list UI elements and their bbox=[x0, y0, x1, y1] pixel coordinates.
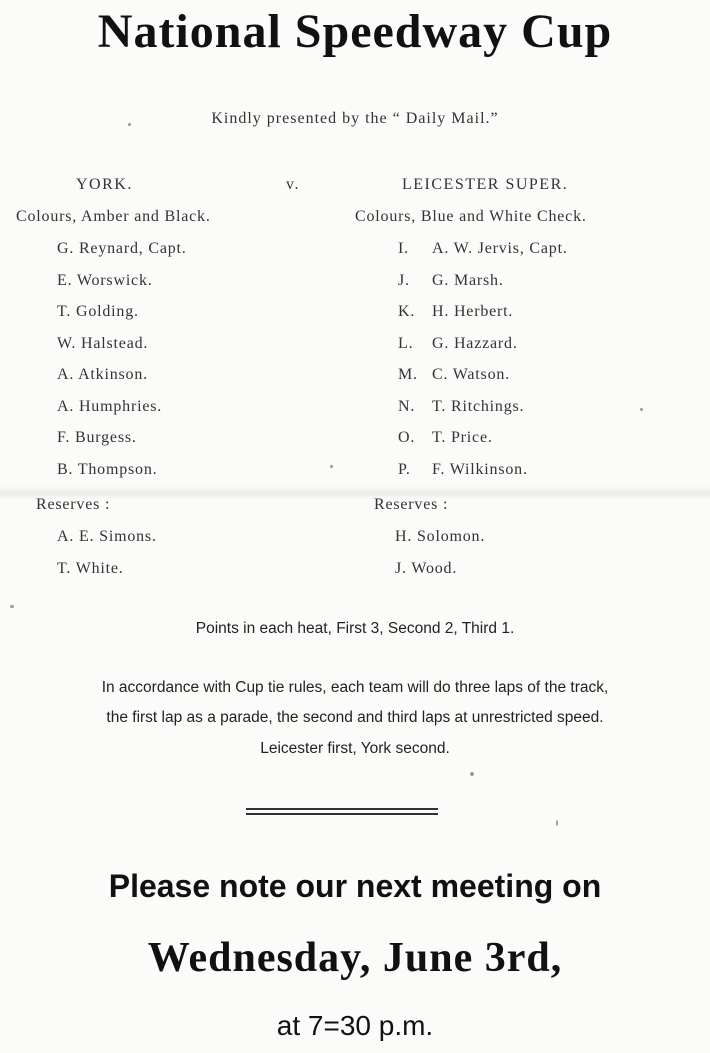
away-rider bbox=[398, 303, 568, 335]
page-title: National Speedway Cup bbox=[97, 5, 613, 58]
print-speck bbox=[470, 772, 474, 776]
versus-label: v. bbox=[286, 176, 300, 193]
home-rider: B. Thompson. bbox=[57, 460, 158, 478]
away-reserve: J. Wood. bbox=[395, 560, 458, 577]
next-meeting-time: at 7=30 p.m. bbox=[276, 1010, 434, 1041]
away-rider-list bbox=[398, 240, 568, 492]
away-rider bbox=[398, 240, 568, 272]
rider-name: H. Herbert. bbox=[432, 303, 514, 320]
away-rider bbox=[398, 461, 568, 493]
points-rule: Points in each heat, First 3, Second 2, Third 1. bbox=[195, 620, 515, 637]
rider-name: A. W. Jervis, Capt. bbox=[432, 240, 568, 257]
rider-name: T. Price. bbox=[432, 429, 493, 446]
print-speck bbox=[10, 605, 14, 608]
rider-name: T. Ritchings. bbox=[432, 397, 525, 415]
laps-rule-line-1: In accordance with Cup tie rules, each team will do three laps of the track, bbox=[101, 679, 609, 696]
home-rider: A. Atkinson. bbox=[57, 366, 148, 383]
rider-letter: M. bbox=[398, 366, 418, 383]
next-meeting-date: Wednesday, June 3rd, bbox=[147, 935, 563, 981]
divider-rule-top bbox=[246, 808, 438, 810]
rider-name: C. Watson. bbox=[432, 366, 510, 383]
away-reserves-label: Reserves : bbox=[374, 496, 449, 513]
divider-rule-bottom bbox=[246, 813, 438, 815]
home-team-colours: Colours, Amber and Black. bbox=[16, 208, 211, 225]
away-rider bbox=[398, 398, 568, 430]
rider-letter: P. bbox=[398, 460, 411, 478]
next-meeting-notice: Please note our next meeting on bbox=[108, 868, 602, 904]
rider-letter: J. bbox=[398, 271, 410, 289]
rider-letter: O. bbox=[398, 429, 416, 446]
home-rider: W. Halstead. bbox=[57, 334, 149, 352]
home-rider-list bbox=[57, 240, 187, 492]
away-team-colours: Colours, Blue and White Check. bbox=[355, 208, 587, 225]
away-team-name: LEICESTER SUPER. bbox=[402, 176, 569, 193]
home-reserve: A. E. Simons. bbox=[57, 528, 157, 545]
riding-order: Leicester first, York second. bbox=[260, 740, 450, 757]
rider-name: G. Marsh. bbox=[432, 271, 504, 289]
print-speck bbox=[128, 123, 131, 126]
home-rider: E. Worswick. bbox=[57, 271, 153, 289]
home-team-name: YORK. bbox=[76, 176, 133, 193]
away-rider bbox=[398, 335, 568, 367]
rider-name: F. Wilkinson. bbox=[432, 460, 528, 478]
home-rider: G. Reynard, Capt. bbox=[57, 240, 187, 257]
print-speck bbox=[556, 820, 558, 826]
away-rider bbox=[398, 366, 568, 398]
away-rider bbox=[398, 272, 568, 304]
home-rider: F. Burgess. bbox=[57, 429, 137, 446]
print-speck bbox=[640, 408, 643, 411]
rider-letter: I. bbox=[398, 240, 409, 257]
home-reserves-label: Reserves : bbox=[36, 496, 111, 513]
rider-letter: N. bbox=[398, 397, 416, 415]
away-rider bbox=[398, 429, 568, 461]
rider-letter: L. bbox=[398, 334, 414, 352]
sponsor-subtitle: Kindly presented by the “ Daily Mail.” bbox=[211, 110, 499, 127]
print-speck bbox=[330, 465, 333, 468]
laps-rule-line-2: the first lap as a parade, the second and third laps at unrestricted speed. bbox=[106, 709, 604, 726]
rider-name: G. Hazzard. bbox=[432, 334, 518, 352]
home-rider: A. Humphries. bbox=[57, 397, 163, 415]
rider-letter: K. bbox=[398, 303, 416, 320]
away-reserve: H. Solomon. bbox=[395, 528, 486, 545]
home-rider: T. Golding. bbox=[57, 303, 139, 320]
home-reserve: T. White. bbox=[57, 560, 124, 577]
